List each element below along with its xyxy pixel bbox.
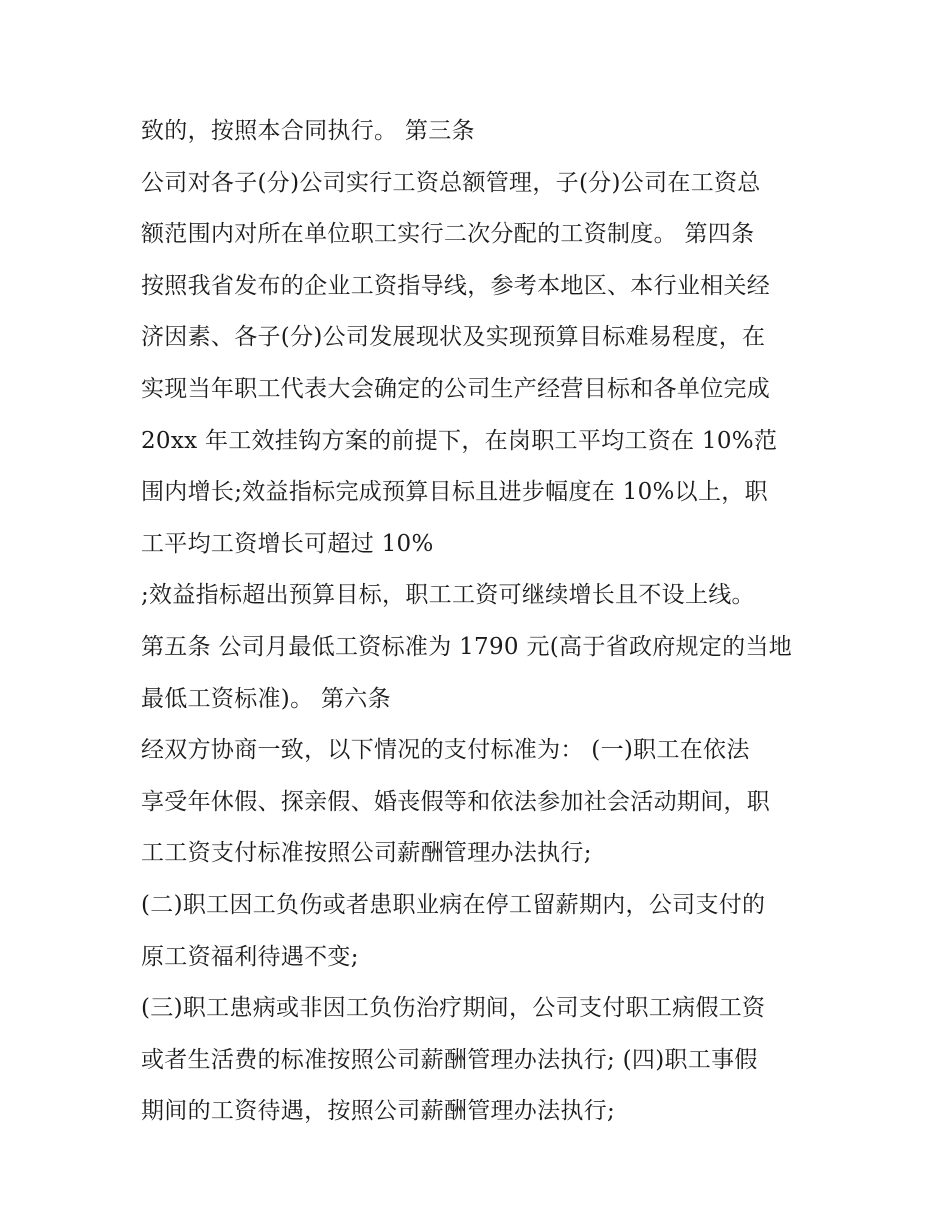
text-line: 围内增长;效益指标完成预算目标且进步幅度在 10%以上，职 bbox=[141, 479, 768, 506]
text-line: 济因素、各子(分)公司发展现状及实现预算目标难易程度，在 bbox=[141, 324, 766, 351]
text-line: 或者生活费的标准按照公司薪酬管理办法执行; (四)职工事假 bbox=[141, 1046, 758, 1073]
text-line: 额范围内对所在单位职工实行二次分配的工资制度。 第四条 bbox=[141, 221, 755, 248]
text-line: 工平均工资增长可超过 10% bbox=[141, 530, 434, 557]
text-line: 工工资支付标准按照公司薪酬管理办法执行; bbox=[141, 840, 592, 867]
text-line: 最低工资标准)。 第六条 bbox=[141, 685, 391, 712]
text-line: 期间的工资待遇，按照公司薪酬管理办法执行; bbox=[141, 1098, 616, 1125]
text-line: 经双方协商一致，以下情况的支付标准为： (一)职工在依法 bbox=[141, 737, 750, 764]
text-line: 第五条 公司月最低工资标准为 1790 元(高于省政府规定的当地 bbox=[141, 633, 793, 660]
text-line: (三)职工患病或非因工负伤治疗期间，公司支付职工病假工资 bbox=[141, 995, 766, 1022]
text-line: 20xx 年工效挂钩方案的前提下，在岗职工平均工资在 10%范 bbox=[141, 427, 778, 454]
text-line: 原工资福利待遇不变; bbox=[141, 943, 359, 970]
text-line: 享受年休假、探亲假、婚丧假等和依法参加社会活动期间，职 bbox=[141, 788, 771, 815]
text-line: 公司对各子(分)公司实行工资总额管理，子(分)公司在工资总 bbox=[141, 169, 761, 196]
document-body bbox=[141, 106, 841, 1138]
text-line: 实现当年职工代表大会确定的公司生产经营目标和各单位完成 bbox=[141, 375, 771, 402]
text-line: ;效益指标超出预算目标，职工工资可继续增长且不设上线。 bbox=[141, 582, 755, 609]
text-line: (二)职工因工负伤或者患职业病在停工留薪期内，公司支付的 bbox=[141, 891, 766, 918]
text-line: 按照我省发布的企业工资指导线，参考本地区、本行业相关经 bbox=[141, 272, 771, 299]
text-line: 致的，按照本合同执行。 第三条 bbox=[141, 118, 475, 144]
